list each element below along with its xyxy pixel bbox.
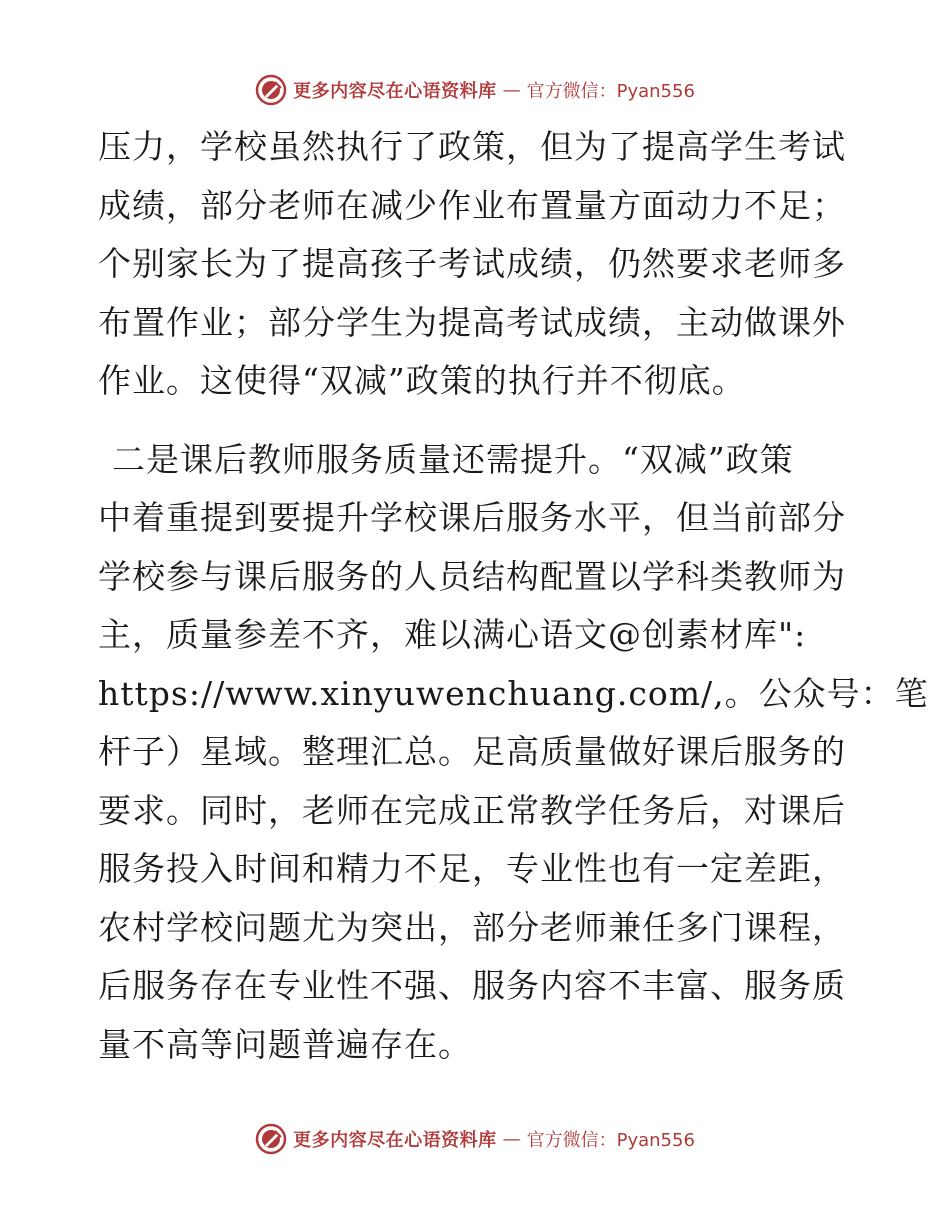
text-line: 要求。同时，老师在完成正常教学任务后，对课后 [98, 790, 846, 830]
banner-title: 更多内容尽在心语资料库 [293, 81, 497, 102]
document-body [98, 118, 929, 1074]
text-line: 杆子）星域。整理汇总。足高质量做好课后服务的 [98, 732, 846, 771]
banner-wechat: 官方微信：Pyan556 [526, 81, 695, 102]
text-line: 二是课后教师服务质量还需提升。“双减”政策 [112, 439, 794, 479]
text-line: 作业。这使得“双减”政策的执行并不彻底。 [98, 361, 746, 400]
banner-wechat: 官方微信：Pyan556 [526, 1130, 695, 1151]
brand-logo-icon [255, 1123, 287, 1155]
footer-watermark-banner [0, 1122, 950, 1156]
banner-title: 更多内容尽在心语资料库 [293, 1130, 497, 1151]
text-line: 量不高等问题普遍存在。 [98, 1024, 472, 1064]
brand-logo-icon [255, 74, 287, 106]
text-line: 成绩，部分老师在减少作业布置量方面动力不足； [98, 185, 846, 225]
text-line: 个别家长为了提高孩子考试成绩，仍然要求老师多 [98, 244, 846, 283]
text-line: 服务投入时间和精力不足，专业性也有一定差距， [98, 849, 846, 888]
text-line: 中着重提到要提升学校课后服务水平，但当前部分 [98, 498, 846, 537]
banner-separator: — [502, 79, 521, 101]
text-line: 布置作业；部分学生为提高考试成绩，主动做课外 [98, 302, 846, 342]
text-line: 农村学校问题尤为突出，部分老师兼任多门课程， [98, 907, 846, 947]
text-line: 主，质量参差不齐，难以满心语文@创素材库": [98, 615, 807, 654]
text-line: https://www.xinyuwenchuang.com/,。公众号：笔 [98, 673, 929, 713]
paragraph-1 [98, 118, 858, 411]
text-line: 学校参与课后服务的人员结构配置以学科类教师为 [98, 556, 846, 596]
banner-separator: — [502, 1128, 521, 1150]
text-line: 压力，学校虽然执行了政策，但为了提高学生考试 [98, 127, 846, 166]
text-line: 后服务存在专业性不强、服务内容不丰富、服务质 [98, 966, 846, 1005]
header-watermark-banner [0, 73, 950, 107]
paragraph-2 [98, 431, 929, 1075]
